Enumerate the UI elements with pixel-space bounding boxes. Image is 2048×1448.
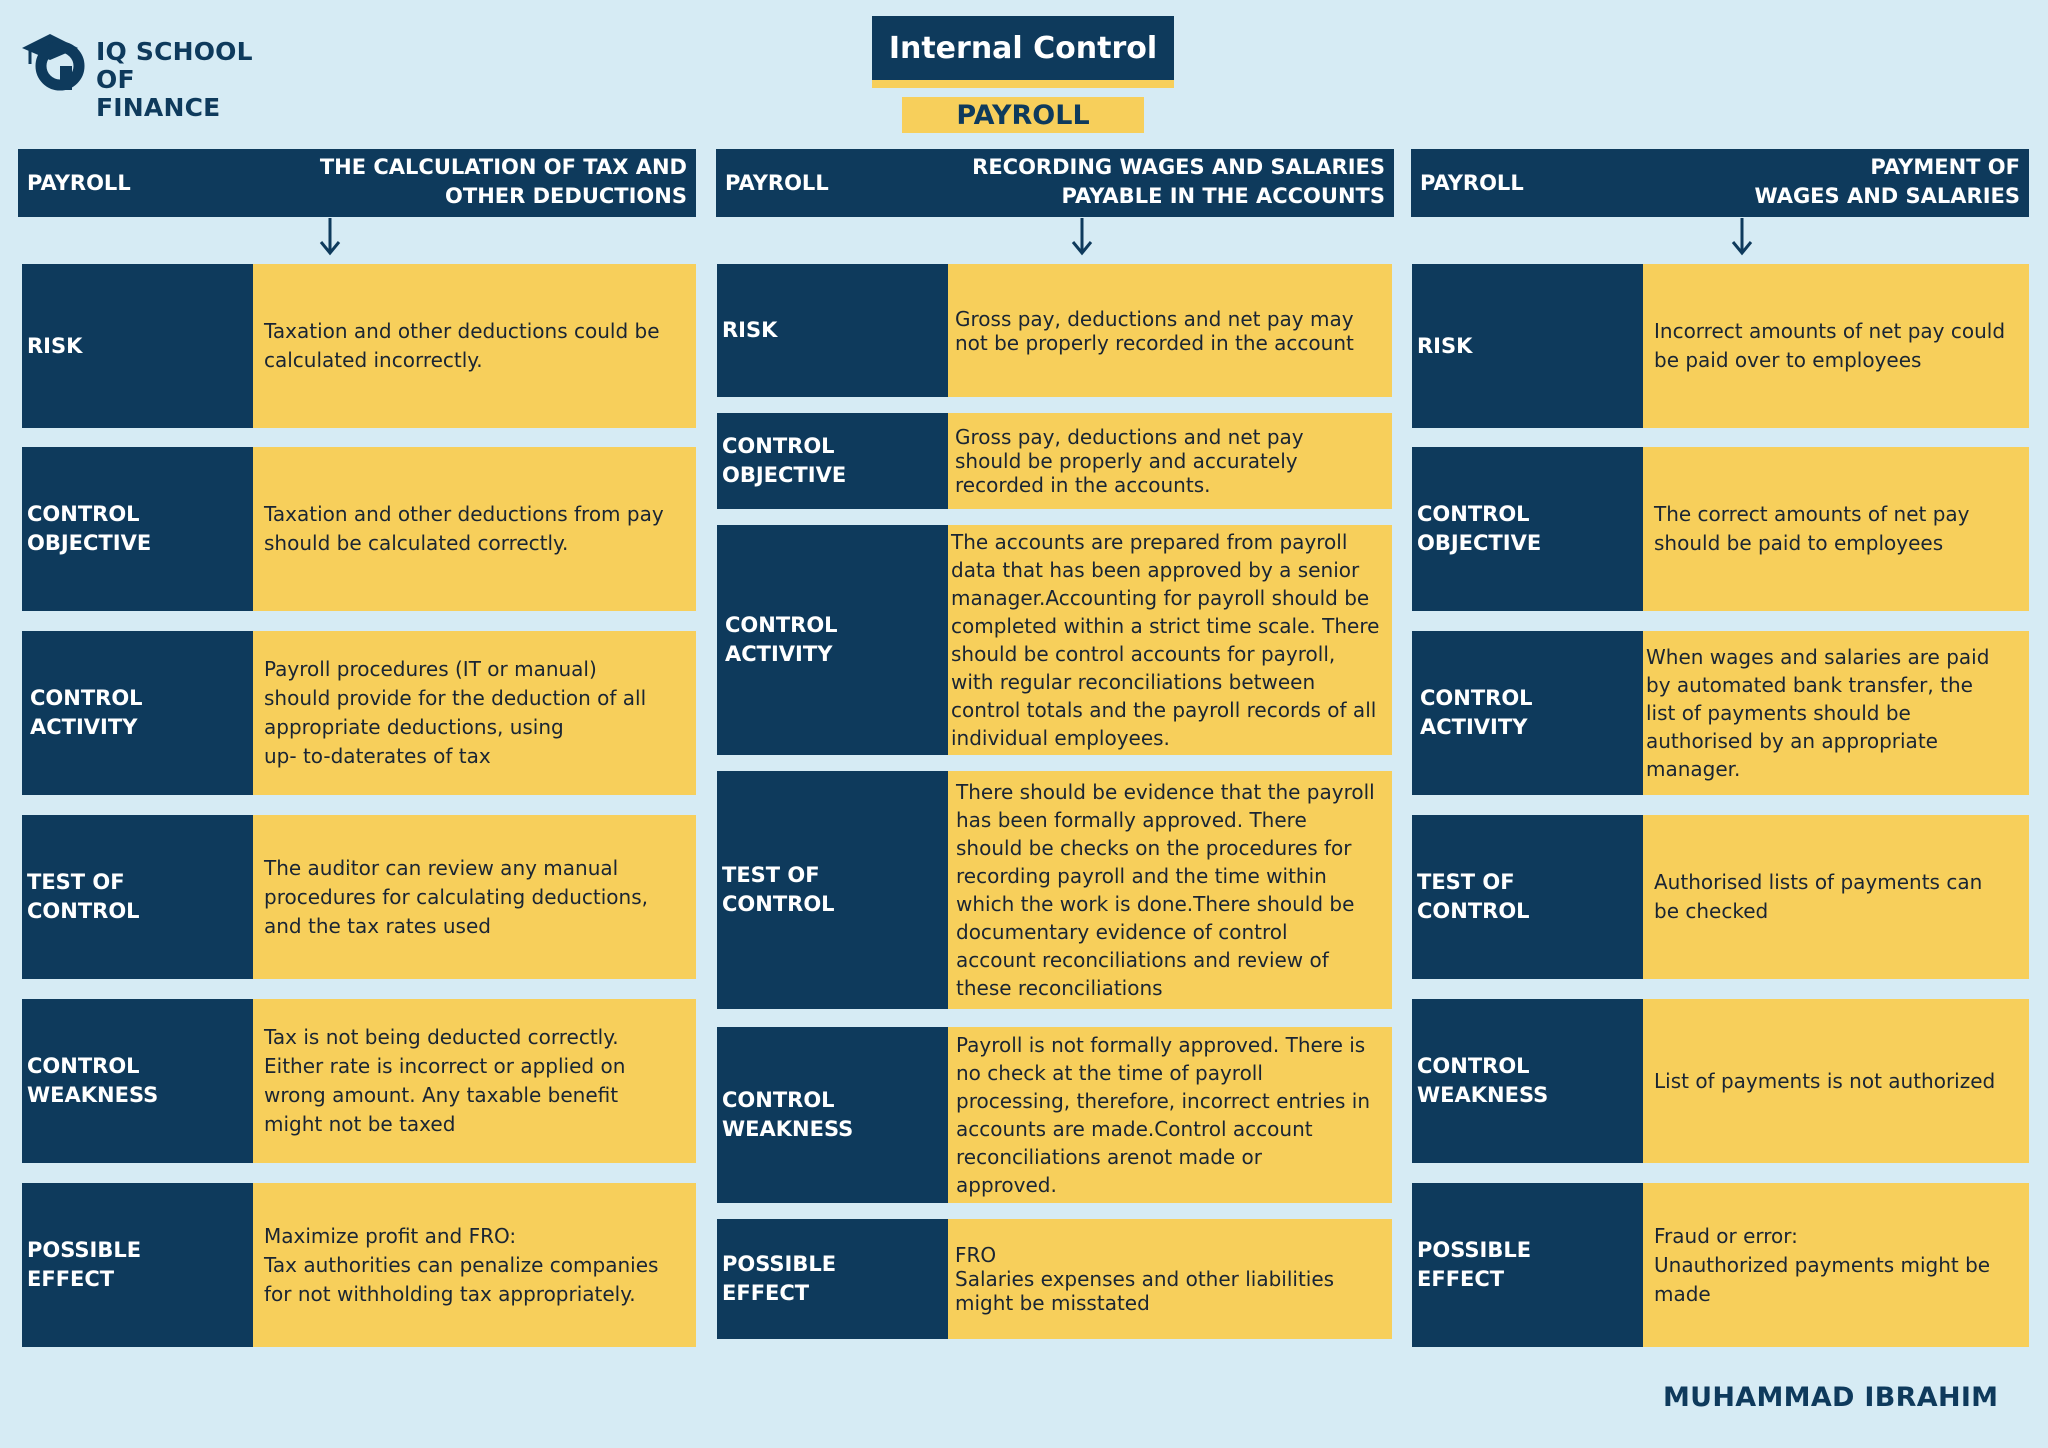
row-control-weakness: [717, 1027, 1392, 1203]
row-text: There should be evidence that the payroll has been formally approved. There should be checks on the procedures for recording payroll and the time within which the work is done.There should be documentary evidence of control account reconciliations and review of these reconciliations: [948, 771, 1392, 1009]
column-header-right: [1754, 153, 2020, 211]
row-text: Payroll is not formally approved. There is no check at the time of payroll processing, therefore, incorrect entries in accounts are made.Control account reconciliations arenot made or approved.: [948, 1027, 1392, 1203]
row-possible-effect: [22, 1183, 696, 1347]
row-label: POSSIBLE EFFECT: [22, 1183, 253, 1347]
row-control-weakness: [22, 999, 696, 1163]
column-header-line-1: THE CALCULATION OF TAX AND: [319, 155, 687, 179]
column-header-line-2: PAYABLE IN THE ACCOUNTS: [1061, 184, 1385, 208]
column-header-line-2: WAGES AND SALARIES: [1754, 184, 2020, 208]
row-control-activity: [717, 525, 1392, 755]
arrow-down-icon: [1730, 218, 1754, 256]
row-test-of-control: [717, 771, 1392, 1009]
row-control-activity: [1412, 631, 2029, 795]
row-label: RISK: [1412, 264, 1643, 428]
row-label: POSSIBLE EFFECT: [1412, 1183, 1643, 1347]
row-control-activity: [22, 631, 696, 795]
row-text: Authorised lists of payments can be checked: [1643, 815, 2029, 979]
logo-text: [96, 38, 260, 122]
row-risk: [717, 264, 1392, 397]
page-title: Internal Control: [872, 16, 1174, 80]
column-header-left: PAYROLL: [1420, 171, 1524, 195]
row-label: CONTROL OBJECTIVE: [22, 447, 253, 611]
row-text: Tax is not being deducted correctly. Either rate is incorrect or applied on wrong amount. Any taxable benefit might not be taxed: [253, 999, 696, 1163]
graduation-cap-icon: [20, 20, 92, 92]
row-possible-effect: [1412, 1183, 2029, 1347]
logo-line-2: OF FINANCE: [96, 65, 221, 122]
arrow-down-icon: [1070, 218, 1094, 256]
arrow-down-icon: [318, 218, 342, 256]
row-label: CONTROL OBJECTIVE: [717, 413, 948, 509]
column-header-left: PAYROLL: [27, 171, 131, 195]
row-text: Fraud or error: Unauthorized payments might be made: [1643, 1183, 2029, 1347]
row-text: The accounts are prepared from payroll data that has been approved by a senior manager.Accounting for payroll should be completed within a strict time scale. There should be control accounts for payroll, with regular reconciliations between control totals and the payroll records of all individual employees.: [948, 525, 1392, 755]
column-header-line-1: PAYMENT OF: [1870, 155, 2020, 179]
row-text: Gross pay, deductions and net pay should be properly and accurately recorded in the accounts.: [948, 413, 1392, 509]
title-underline: [872, 80, 1174, 88]
row-text: When wages and salaries are paid by automated bank transfer, the list of payments should be authorised by an appropriate manager.: [1643, 631, 2029, 795]
column-header-right: [320, 153, 687, 211]
logo-line-1: IQ SCHOOL: [96, 37, 253, 66]
row-text: The correct amounts of net pay should be paid to employees: [1643, 447, 2029, 611]
column-header-left: PAYROLL: [725, 171, 829, 195]
row-text: Gross pay, deductions and net pay may not be properly recorded in the account: [948, 264, 1392, 397]
row-control-objective: [717, 413, 1392, 509]
page-subtitle: PAYROLL: [902, 97, 1144, 133]
row-label: CONTROL WEAKNESS: [717, 1027, 948, 1203]
row-possible-effect: [717, 1219, 1392, 1339]
row-label: CONTROL ACTIVITY: [22, 631, 253, 795]
row-label: CONTROL ACTIVITY: [1412, 631, 1643, 795]
column-header-right: [972, 153, 1385, 211]
row-label: TEST OF CONTROL: [22, 815, 253, 979]
row-control-objective: [1412, 447, 2029, 611]
row-label: TEST OF CONTROL: [717, 771, 948, 1009]
column-header-payment-wages: [1411, 149, 2029, 217]
row-test-of-control: [1412, 815, 2029, 979]
author-name: MUHAMMAD IBRAHIM: [1663, 1382, 1999, 1413]
logo: [20, 20, 260, 122]
row-text: Payroll procedures (IT or manual) should provide for the deduction of all appropriate deductions, using up- to-daterates of tax: [253, 631, 696, 795]
row-text: FRO Salaries expenses and other liabilities might be misstated: [948, 1219, 1392, 1339]
row-label: CONTROL ACTIVITY: [717, 525, 948, 755]
column-header-line-1: RECORDING WAGES AND SALARIES: [972, 155, 1385, 179]
row-text: List of payments is not authorized: [1643, 999, 2029, 1163]
row-label: RISK: [22, 264, 253, 428]
column-header-line-2: OTHER DEDUCTIONS: [445, 184, 687, 208]
column-header-recording-wages: [716, 149, 1394, 217]
row-label: TEST OF CONTROL: [1412, 815, 1643, 979]
row-risk: [22, 264, 696, 428]
row-text: Taxation and other deductions could be calculated incorrectly.: [253, 264, 696, 428]
row-text: Maximize profit and FRO: Tax authorities can penalize companies for not withholding tax appropriately.: [253, 1183, 696, 1347]
row-text: Incorrect amounts of net pay could be paid over to employees: [1643, 264, 2029, 428]
row-label: POSSIBLE EFFECT: [717, 1219, 948, 1339]
row-label: RISK: [717, 264, 948, 397]
row-text: The auditor can review any manual procedures for calculating deductions, and the tax rates used: [253, 815, 696, 979]
row-text: Taxation and other deductions from pay should be calculated correctly.: [253, 447, 696, 611]
row-test-of-control: [22, 815, 696, 979]
row-risk: [1412, 264, 2029, 428]
row-label: CONTROL WEAKNESS: [22, 999, 253, 1163]
row-control-weakness: [1412, 999, 2029, 1163]
column-header-tax-deductions: [18, 149, 696, 217]
row-control-objective: [22, 447, 696, 611]
row-label: CONTROL OBJECTIVE: [1412, 447, 1643, 611]
row-label: CONTROL WEAKNESS: [1412, 999, 1643, 1163]
